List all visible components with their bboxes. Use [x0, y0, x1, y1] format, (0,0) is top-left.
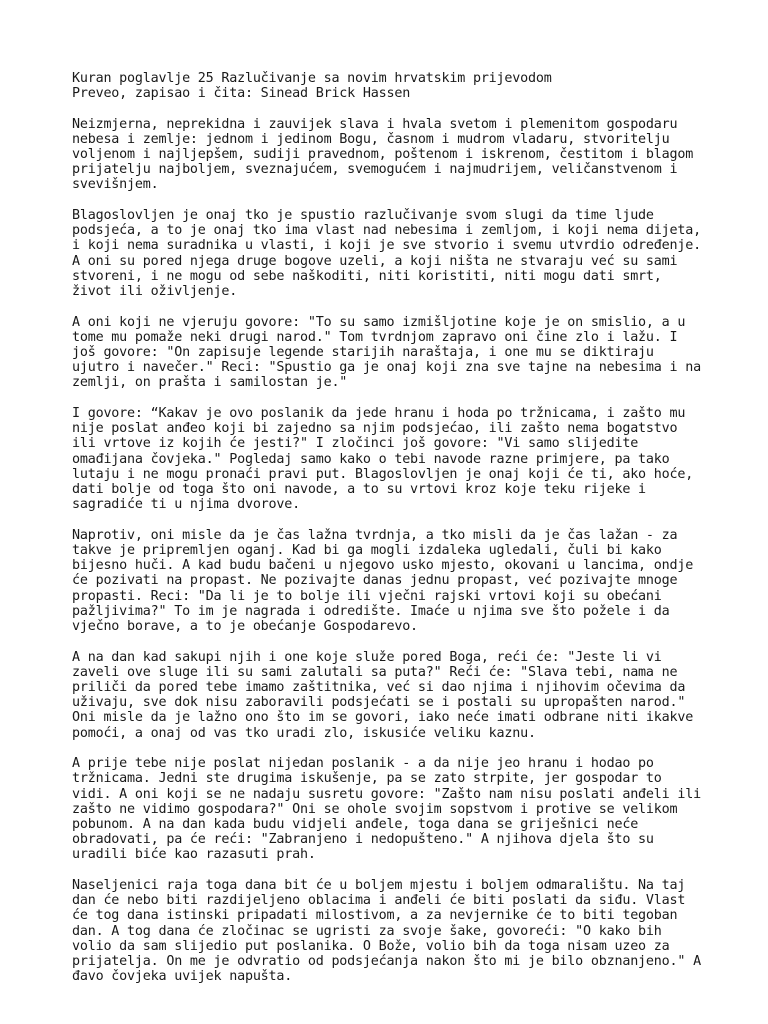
paragraph-2: Blagoslovljen je onaj tko je spustio razlučivanje svom slugi da time ljude podsjeća, a to je onaj tko ima vlast nad nebesima i zemljom, i koji nema dijeta, i koji nema suradnika u vlasti, i koji je sve stvorio i svemu utvrdio određenje. A oni su pored njega druge bogove uzeli, a koji ništa ne stvaraju već su sami stvoreni, i ne mogu od sebe naškoditi, niti koristiti, niti mogu dati smrt, život ili oživljenje. — [72, 208, 701, 300]
paragraph-3: A oni koji ne vjeruju govore: "To su samo izmišljotine koje je on smislio, a u tome mu pomaže neki drugi narod." Tom tvrdnjom zapravo oni čine zlo i lažu. I još govore: "On zapisuje legende starijih naraštaja, i one mu se diktiraju ujutro i navečer." Reci: "Spustio ga je onaj koji zna sve tajne na nebesima i na zemlji, on prašta i samilostan je." — [72, 314, 701, 391]
paragraph-5: Naprotiv, oni misle da je čas lažna tvrdnja, a tko misli da je čas lažan - za takve je pripremljen oganj. Kad bi ga mogli izdaleka ugledali, čuli bi kako bijesno huči. A kad budu bačeni u njegovo usko mjesto, okovani u lancima, ondje će pozivati na propast. Ne pozivajte danas jednu propast, već pozivajte mnoge propasti. Reci: "Da li je to bolje ili vječni rajski vrtovi koji su obećani pažljivima?" To im je nagrada i odredište. Imaće u njima sve što požele i da vječno borave, a to je obećanje Gospodarevo. — [72, 527, 694, 635]
document-header — [72, 71, 708, 101]
paragraph-6: A na dan kad sakupi njih i one koje služe pored Boga, reći će: "Jeste li vi zaveli ove sluge ili su sami zalutali sa puta?" Reći će: "Slava tebi, nama ne priliči da pored tebe imamo zaštitnika, već si dao njima i njihovim očevima da uživaju, sve dok nisu zaboravili podsjećati se i postali su upropašten narod." Oni misle da je lažno ono što im se govori, iako neće imati odbrane niti ikakve pomoći, a onaj od vas tko uradi zlo, iskusiće veliku kaznu. — [72, 649, 694, 741]
paragraph-7: A prije tebe nije poslat nijedan poslanik - a da nije jeo hranu i hodao po tržnicama. Jedni ste drugima iskušenje, pa se zato strpite, jer gospodar to vidi. A oni koji se ne nadaju susretu govore: "Zašto nam nisu poslati anđeli ili zašto ne vidimo gospodara?" Oni se ohole svojim sopstvom i protive se velikom pobunom. A na dan kada budu vidjeli anđele, toga dana se griješnici neće obradovati, pa će reći: "Zabranjeno i nedopušteno." A njihova djela što su uradili biće kao razasuti prah. — [72, 756, 701, 863]
document-title: Kuran poglavlje 25 Razlučivanje sa novim hrvatskim prijevodom — [72, 71, 552, 86]
paragraph-8: Naseljenici raja toga dana bit će u boljem mjestu i boljem odmaralištu. Na taj dan će nebo biti razdijeljeno oblacima i anđeli će biti poslati da siđu. Vlast će tog dana istinski pripadati milostivom, a za nevjernike će to biti tegoban dan. A tog dana će zločinac se ugristi za svoje šake, govoreći: "O kako bih volio da sam slijedio put poslanika. O Bože, volio bih da toga nisam uzeo za prijatelja. On me je odvratio od podsjećanja nakon što mi je bilo obznanjeno." A đavo čovjeka uvijek napušta. — [72, 878, 701, 985]
document-byline: Preveo, zapisao i čita: Sinead Brick Hassen — [72, 86, 411, 102]
paragraph-1: Neizmjerna, neprekidna i zauvijek slava i hvala svetom i plemenitom gospodaru nebesa i zemlje: jednom i jedinom Bogu, časnom i mudrom vladaru, stvoritelju voljenom i najljepšem, sudiji pravednom, poštenom i iskrenom, čestitom i blagom prijatelju najboljem, sveznajućem, svemogućem i najmudrijem, veličanstvenom i svevišnjem. — [72, 116, 694, 193]
paragraph-4: I govore: “Kakav je ovo poslanik da jede hranu i hoda po tržnicama, i zašto mu nije poslat anđeo koji bi zajedno sa njim podsjećao, ili zašto nema bogatstvo ili vrtove iz kojih će jesti?" I zločinci još govore: "Vi samo slijedite omađijana čovjeka." Pogledaj samo kako o tebi navode razne primjere, pa tako lutaju i ne mogu pronaći pravi put. Blagoslovljen je onaj koji će ti, ako hoće, dati bolje od toga što oni navode, a to su vrtovi kroz koje teku rijeke i sagradiće ti u njima dvorove. — [72, 406, 694, 513]
document-page — [72, 71, 708, 1000]
